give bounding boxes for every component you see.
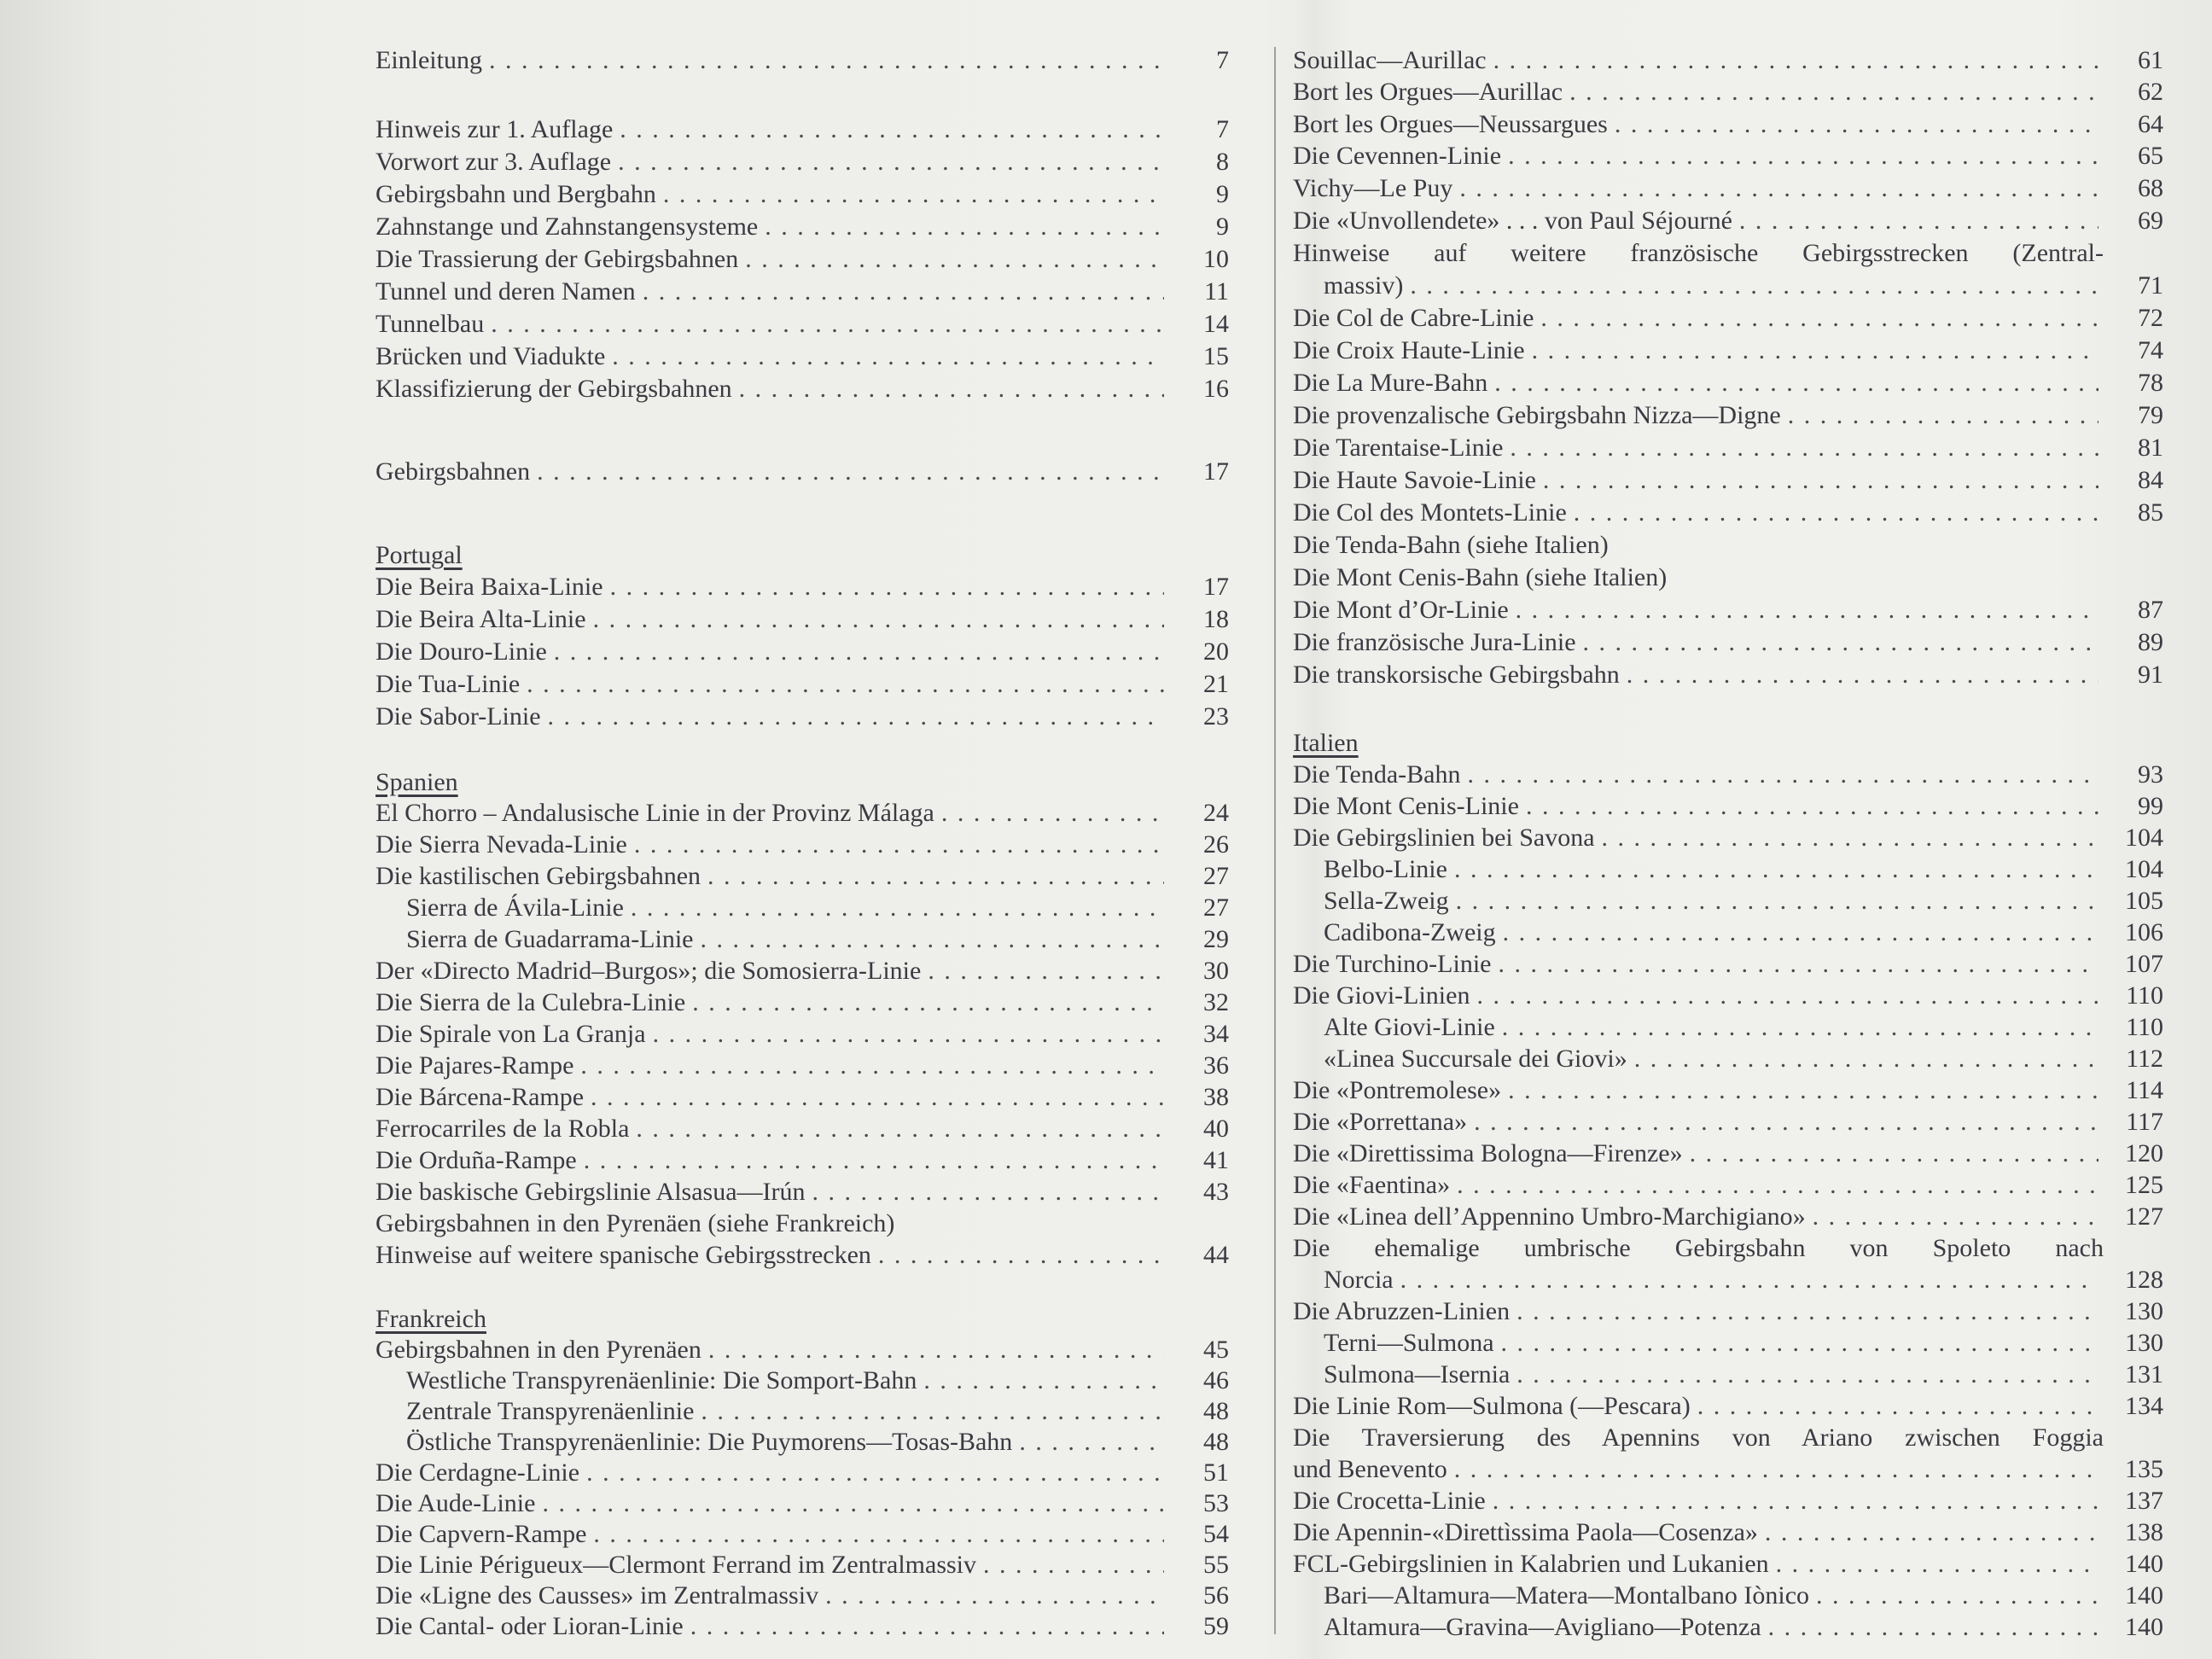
toc-page: 138 — [2125, 1518, 2163, 1546]
toc-page: 93 — [2138, 760, 2163, 789]
toc-title: Die Gebirgslinien bei Savona — [1293, 824, 1595, 852]
toc-page: 32 — [1203, 988, 1229, 1016]
leader-dots — [1400, 1264, 2098, 1296]
toc-page: 107 — [2125, 950, 2163, 978]
toc-title: Bari—Altamura—Matera—Montalbano Iònico — [1324, 1581, 1810, 1610]
toc-title: Tunnel und deren Namen — [375, 277, 636, 306]
leader-dots — [1627, 659, 2098, 691]
toc-title: Die Aude-Linie — [375, 1489, 536, 1517]
leader-dots — [745, 243, 1164, 276]
toc-page: 140 — [2125, 1613, 2163, 1641]
toc-page: 99 — [2138, 792, 2163, 820]
toc-page: 89 — [2138, 628, 2163, 656]
leader-dots — [1615, 108, 2098, 141]
leader-dots — [1474, 1106, 2098, 1138]
leader-dots — [631, 892, 1164, 924]
toc-page: 110 — [2126, 981, 2163, 1010]
toc-title: Die Tenda-Bahn (siehe Italien) — [1293, 531, 1609, 559]
toc-page: 140 — [2125, 1581, 2163, 1610]
toc-title: Die Tarentaise-Linie — [1293, 434, 1504, 462]
toc-title: Gebirgsbahnen — [375, 457, 531, 486]
toc-title: Vorwort zur 3. Auflage — [375, 148, 612, 176]
toc-page: 105 — [2125, 887, 2163, 915]
toc-title: Brücken und Viadukte — [375, 342, 606, 370]
leader-dots — [1532, 335, 2098, 367]
toc-entry — [375, 1610, 1229, 1648]
toc-title: Die Douro-Linie — [375, 637, 547, 666]
toc-title: Die provenzalische Gebirgsbahn Nizza—Digne — [1293, 401, 1781, 429]
leader-dots — [1526, 790, 2098, 823]
leader-dots — [701, 923, 1165, 956]
leader-dots — [739, 373, 1164, 405]
leader-dots — [1493, 1485, 2098, 1517]
toc-page: 91 — [2138, 661, 2163, 689]
toc-entry — [375, 701, 1229, 738]
toc-entry — [375, 1239, 1229, 1277]
toc-page: 79 — [2138, 401, 2163, 429]
toc-page: 15 — [1203, 342, 1229, 370]
toc-title: Sulmona—Isernia — [1324, 1360, 1511, 1388]
toc-page: 135 — [2125, 1455, 2163, 1483]
leader-dots — [692, 987, 1164, 1019]
toc-page: 45 — [1203, 1336, 1229, 1364]
leader-dots — [1543, 464, 2098, 497]
leader-dots — [537, 456, 1164, 488]
toc-title: Die Beira Alta-Linie — [375, 605, 586, 633]
toc-page: 104 — [2125, 855, 2163, 883]
toc-title: Die französische Jura-Linie — [1293, 628, 1576, 656]
leader-dots — [1516, 594, 2098, 626]
section-heading: Spanien — [375, 768, 458, 796]
leader-dots — [928, 955, 1164, 987]
toc-title: Die Spirale von La Granja — [375, 1020, 646, 1048]
leader-dots — [1813, 1201, 2098, 1233]
toc-page: 29 — [1203, 925, 1229, 953]
leader-dots — [527, 668, 1164, 701]
toc-title: Die «Pontremolese» — [1293, 1076, 1502, 1104]
toc-page: 56 — [1203, 1581, 1229, 1610]
leader-dots — [1503, 917, 2098, 949]
leader-dots — [1410, 270, 2098, 302]
leader-dots — [1499, 948, 2099, 981]
toc-entry — [375, 44, 1229, 82]
toc-title: Die Sabor-Linie — [375, 702, 541, 731]
toc-page: 34 — [1203, 1020, 1229, 1048]
toc-page: 9 — [1216, 180, 1229, 208]
toc-title: Tunnelbau — [375, 310, 485, 338]
toc-page: 41 — [1203, 1146, 1229, 1174]
toc-page: 114 — [2126, 1076, 2163, 1104]
toc-title: Die kastilischen Gebirgsbahnen — [375, 862, 701, 890]
toc-page: 134 — [2125, 1392, 2163, 1420]
leader-dots — [663, 178, 1164, 211]
toc-title: Die Col des Montets-Linie — [1293, 498, 1567, 527]
leader-dots — [708, 1334, 1164, 1366]
leader-dots — [653, 1018, 1164, 1051]
toc-title: Altamura—Gravina—Avigliano—Potenza — [1324, 1613, 1761, 1641]
toc-page: 7 — [1216, 115, 1229, 143]
leader-dots — [812, 1176, 1164, 1208]
toc-title: Die «Unvollendete» . . . von Paul Séjourné — [1293, 207, 1732, 235]
toc-page: 10 — [1203, 245, 1229, 273]
leader-dots — [1776, 1548, 2098, 1580]
leader-dots — [542, 1487, 1164, 1520]
toc-page: 62 — [2138, 78, 2163, 106]
toc-title: Die Sierra de la Culebra-Linie — [375, 988, 686, 1016]
leader-dots — [1501, 1327, 2098, 1359]
toc-title: Sella-Zweig — [1324, 887, 1449, 915]
toc-page: 59 — [1203, 1612, 1229, 1640]
toc-page: 140 — [2125, 1550, 2163, 1578]
toc-title: Belbo-Linie — [1324, 855, 1447, 883]
toc-page: 23 — [1203, 702, 1229, 731]
toc-page: 104 — [2125, 824, 2163, 852]
toc-page: 81 — [2138, 434, 2163, 462]
toc-page: 85 — [2138, 498, 2163, 527]
leader-dots — [1457, 1169, 2098, 1202]
leader-dots — [1502, 1011, 2098, 1044]
toc-title: Alte Giovi-Linie — [1324, 1013, 1495, 1041]
toc-page: 9 — [1216, 212, 1229, 241]
toc-title: Die Mont Cenis-Linie — [1293, 792, 1519, 820]
toc-title: Die Tua-Linie — [375, 670, 521, 698]
leader-dots — [1540, 302, 2098, 335]
leader-dots — [1459, 172, 2098, 205]
toc-title: Die Crocetta-Linie — [1293, 1487, 1486, 1515]
toc-page: 106 — [2125, 918, 2163, 946]
toc-title: Die transkorsische Gebirgsbahn — [1293, 661, 1620, 689]
toc-page: 61 — [2138, 46, 2163, 74]
leader-dots — [610, 571, 1164, 603]
leader-dots — [1788, 399, 2098, 432]
toc-page: 38 — [1203, 1083, 1229, 1111]
toc-page: 54 — [1203, 1520, 1229, 1548]
toc-title: Ferrocarriles de la Robla — [375, 1115, 630, 1143]
toc-title: Cadibona-Zweig — [1324, 918, 1496, 946]
section-heading: Italien — [1293, 729, 1359, 757]
toc-title: Einleitung — [375, 46, 482, 74]
toc-title: Die Bárcena-Rampe — [375, 1083, 585, 1111]
toc-page: 17 — [1203, 573, 1229, 601]
leader-dots — [584, 1144, 1164, 1177]
toc-page: 14 — [1203, 310, 1229, 338]
toc-page: 74 — [2138, 336, 2163, 364]
leader-dots — [1516, 1359, 2098, 1391]
toc-page: 64 — [2138, 110, 2163, 138]
toc-title: Die Giovi-Linien — [1293, 981, 1470, 1010]
leader-dots — [618, 146, 1164, 178]
toc-title: Zentrale Transpyrenäenlinie — [406, 1397, 695, 1425]
toc-page: 112 — [2126, 1045, 2163, 1073]
toc-title: Die Turchino-Linie — [1293, 950, 1492, 978]
toc-page: 71 — [2138, 271, 2163, 300]
toc-entry — [375, 373, 1229, 410]
toc-title: Die Linie Rom—Sulmona (—Pescara) — [1293, 1392, 1691, 1420]
toc-page: 51 — [1203, 1458, 1229, 1487]
leader-dots — [620, 114, 1164, 146]
leader-dots — [1456, 885, 2098, 917]
toc-page: 27 — [1203, 894, 1229, 922]
toc-title: Die Abruzzen-Linien — [1293, 1297, 1511, 1325]
leader-dots — [1583, 626, 2098, 659]
leader-dots — [1476, 980, 2098, 1012]
leader-dots — [1467, 759, 2098, 791]
leader-dots — [1574, 497, 2098, 529]
toc-entry — [375, 456, 1229, 493]
toc-page: 87 — [2138, 596, 2163, 624]
toc-page: 130 — [2125, 1329, 2163, 1357]
leader-dots — [1602, 822, 2098, 854]
toc-title: Sierra de Ávila-Linie — [406, 894, 624, 922]
leader-dots — [548, 701, 1164, 733]
leader-dots — [1516, 1295, 2098, 1328]
toc-title: Hinweis zur 1. Auflage — [375, 115, 614, 143]
leader-dots — [941, 797, 1164, 830]
toc-title: Die Haute Savoie-Linie — [1293, 466, 1536, 494]
toc-title: Die Pajares-Rampe — [375, 1051, 574, 1080]
toc-page: 53 — [1203, 1489, 1229, 1517]
toc-page: 131 — [2125, 1360, 2163, 1388]
toc-title: «Linea Succursale dei Giovi» — [1324, 1045, 1627, 1073]
leader-dots — [1508, 140, 2098, 172]
toc-title: Die «Faentina» — [1293, 1171, 1451, 1199]
leader-dots — [1768, 1611, 2098, 1644]
toc-page: 128 — [2125, 1266, 2163, 1294]
toc-title: Die La Mure-Bahn — [1293, 369, 1488, 397]
toc-page: 26 — [1203, 830, 1229, 859]
toc-page: 44 — [1203, 1241, 1229, 1269]
leader-dots — [586, 1457, 1164, 1489]
toc-title: Die Linie Périgueux—Clermont Ferrand im Zentralmassiv — [375, 1551, 977, 1579]
toc-title: Die Traversierung des Apennins von Ariano zwischen Foggia — [1293, 1423, 2104, 1452]
leader-dots — [580, 1050, 1164, 1082]
leader-dots — [634, 829, 1164, 861]
toc-page: 11 — [1204, 277, 1229, 306]
toc-title: Die «Direttissima Bologna—Firenze» — [1293, 1139, 1683, 1167]
leader-dots — [825, 1580, 1164, 1612]
toc-page: 110 — [2126, 1013, 2163, 1041]
toc-title: Die Apennin-«Direttìssima Paola—Cosenza» — [1293, 1518, 1758, 1546]
toc-page: 18 — [1203, 605, 1229, 633]
leader-dots — [1697, 1390, 2098, 1423]
toc-title: Die Cerdagne-Linie — [375, 1458, 580, 1487]
leader-dots — [707, 860, 1164, 893]
toc-title: Westliche Transpyrenäenlinie: Die Somport-Bahn — [406, 1366, 917, 1394]
leader-dots — [1690, 1138, 2098, 1170]
leader-dots — [1493, 44, 2098, 77]
toc-title: Hinweise auf weitere französische Gebirgsstrecken (Zentral- — [1293, 239, 2104, 267]
toc-title: Die «Porrettana» — [1293, 1108, 1468, 1136]
toc-page: 117 — [2126, 1108, 2163, 1136]
toc-entry — [1293, 1611, 2163, 1649]
toc-page: 8 — [1216, 148, 1229, 176]
leader-dots — [612, 341, 1164, 373]
toc-title: Die Mont d’Or-Linie — [1293, 596, 1509, 624]
leader-dots — [1508, 1074, 2098, 1107]
section-heading: Frankreich — [375, 1305, 486, 1333]
leader-dots — [554, 636, 1164, 668]
toc-title: Die Cevennen-Linie — [1293, 142, 1502, 170]
toc-page: 21 — [1203, 670, 1229, 698]
toc-title: Norcia — [1324, 1266, 1394, 1294]
leader-dots — [1494, 367, 2098, 399]
toc-page: 48 — [1203, 1397, 1229, 1425]
toc-title: Die Cantal- oder Lioran-Linie — [375, 1612, 684, 1640]
toc-title: Klassifizierung der Gebirgsbahnen — [375, 375, 732, 403]
toc-title: und Benevento — [1293, 1455, 1447, 1483]
toc-page: 130 — [2125, 1297, 2163, 1325]
toc-title: Gebirgsbahnen in den Pyrenäen (siehe Frankreich) — [375, 1209, 895, 1237]
toc-page: 120 — [2125, 1139, 2163, 1167]
toc-title: Bort les Orgues—Aurillac — [1293, 78, 1563, 106]
leader-dots — [1019, 1426, 1164, 1458]
toc-title: Gebirgsbahn und Bergbahn — [375, 180, 656, 208]
toc-title: Terni—Sulmona — [1324, 1329, 1494, 1357]
toc-title: Die Orduña-Rampe — [375, 1146, 577, 1174]
toc-title: Zahnstange und Zahnstangensysteme — [375, 212, 759, 241]
leader-dots — [878, 1239, 1164, 1272]
toc-title: Die Sierra Nevada-Linie — [375, 830, 627, 859]
leader-dots — [690, 1610, 1164, 1643]
toc-title: Souillac—Aurillac — [1293, 46, 1487, 74]
toc-title: FCL-Gebirgslinien in Kalabrien und Lukanien — [1293, 1550, 1769, 1578]
leader-dots — [1454, 1453, 2098, 1486]
toc-page: 24 — [1203, 799, 1229, 827]
toc-title: Die Beira Baixa-Linie — [375, 573, 603, 601]
leader-dots — [1816, 1580, 2098, 1612]
toc-page: 68 — [2138, 174, 2163, 202]
leader-dots — [491, 308, 1164, 341]
leader-dots — [923, 1365, 1164, 1397]
leader-dots — [983, 1549, 1164, 1581]
toc-page: 48 — [1203, 1428, 1229, 1456]
toc-title: Bort les Orgues—Neussargues — [1293, 110, 1608, 138]
leader-dots — [701, 1395, 1164, 1428]
toc-page: 55 — [1203, 1551, 1229, 1579]
toc-title: Der «Directo Madrid–Burgos»; die Somosierra-Linie — [375, 957, 922, 985]
toc-page: 46 — [1203, 1366, 1229, 1394]
leader-dots — [1569, 76, 2098, 108]
leader-dots — [593, 603, 1164, 636]
leader-dots — [636, 1113, 1164, 1145]
section-heading: Portugal — [375, 541, 463, 569]
leader-dots — [591, 1081, 1164, 1114]
toc-page: 72 — [2138, 304, 2163, 332]
toc-page: 40 — [1203, 1115, 1229, 1143]
leader-dots — [1739, 205, 2098, 237]
toc-title: Gebirgsbahnen in den Pyrenäen — [375, 1336, 701, 1364]
toc-title: Die Tenda-Bahn — [1293, 760, 1461, 789]
leader-dots — [1765, 1516, 2098, 1549]
toc-page: 125 — [2125, 1171, 2163, 1199]
toc-title: Sierra de Guadarrama-Linie — [406, 925, 694, 953]
toc-page: 69 — [2138, 207, 2163, 235]
toc-page: 20 — [1203, 637, 1229, 666]
toc-page: 16 — [1203, 375, 1229, 403]
toc-title: El Chorro – Andalusische Linie in der Provinz Málaga — [375, 799, 934, 827]
toc-page: 84 — [2138, 466, 2163, 494]
toc-title: Die Capvern-Rampe — [375, 1520, 587, 1548]
toc-entry — [1293, 659, 2163, 696]
toc-title: Die baskische Gebirgslinie Alsasua—Irún — [375, 1178, 806, 1206]
toc-title: Die Croix Haute-Linie — [1293, 336, 1525, 364]
toc-page: 30 — [1203, 957, 1229, 985]
toc-page: 127 — [2125, 1202, 2163, 1231]
toc-title: Östliche Transpyrenäenlinie: Die Puymorens—Tosas-Bahn — [406, 1428, 1013, 1456]
toc-page: 17 — [1203, 457, 1229, 486]
toc-title: massiv) — [1324, 271, 1404, 300]
toc-title: Die «Ligne des Causses» im Zentralmassiv — [375, 1581, 819, 1610]
leader-dots — [1634, 1043, 2098, 1075]
toc-title: Vichy—Le Puy — [1293, 174, 1453, 202]
toc-page: 36 — [1203, 1051, 1229, 1080]
leader-dots — [593, 1518, 1164, 1551]
leader-dots — [643, 276, 1164, 308]
toc-page: 65 — [2138, 142, 2163, 170]
leader-dots — [489, 44, 1164, 77]
leader-dots — [1510, 432, 2098, 464]
toc-title: Die Col de Cabre-Linie — [1293, 304, 1534, 332]
toc-page: 78 — [2138, 369, 2163, 397]
toc-page: 43 — [1203, 1178, 1229, 1206]
toc-title: Die «Linea dell’Appennino Umbro-Marchigiano» — [1293, 1202, 1806, 1231]
toc-page: 7 — [1216, 46, 1229, 74]
leader-dots — [1454, 853, 2098, 886]
toc-page: 27 — [1203, 862, 1229, 890]
column-divider — [1274, 47, 1276, 1634]
toc-title: Die ehemalige umbrische Gebirgsbahn von Spoleto nach — [1293, 1234, 2104, 1262]
leader-dots — [765, 211, 1164, 243]
toc-title: Hinweise auf weitere spanische Gebirgsstrecken — [375, 1241, 871, 1269]
toc-page: 137 — [2125, 1487, 2163, 1515]
toc-title: Die Trassierung der Gebirgsbahnen — [375, 245, 739, 273]
toc-title: Die Mont Cenis-Bahn (siehe Italien) — [1293, 563, 1668, 591]
